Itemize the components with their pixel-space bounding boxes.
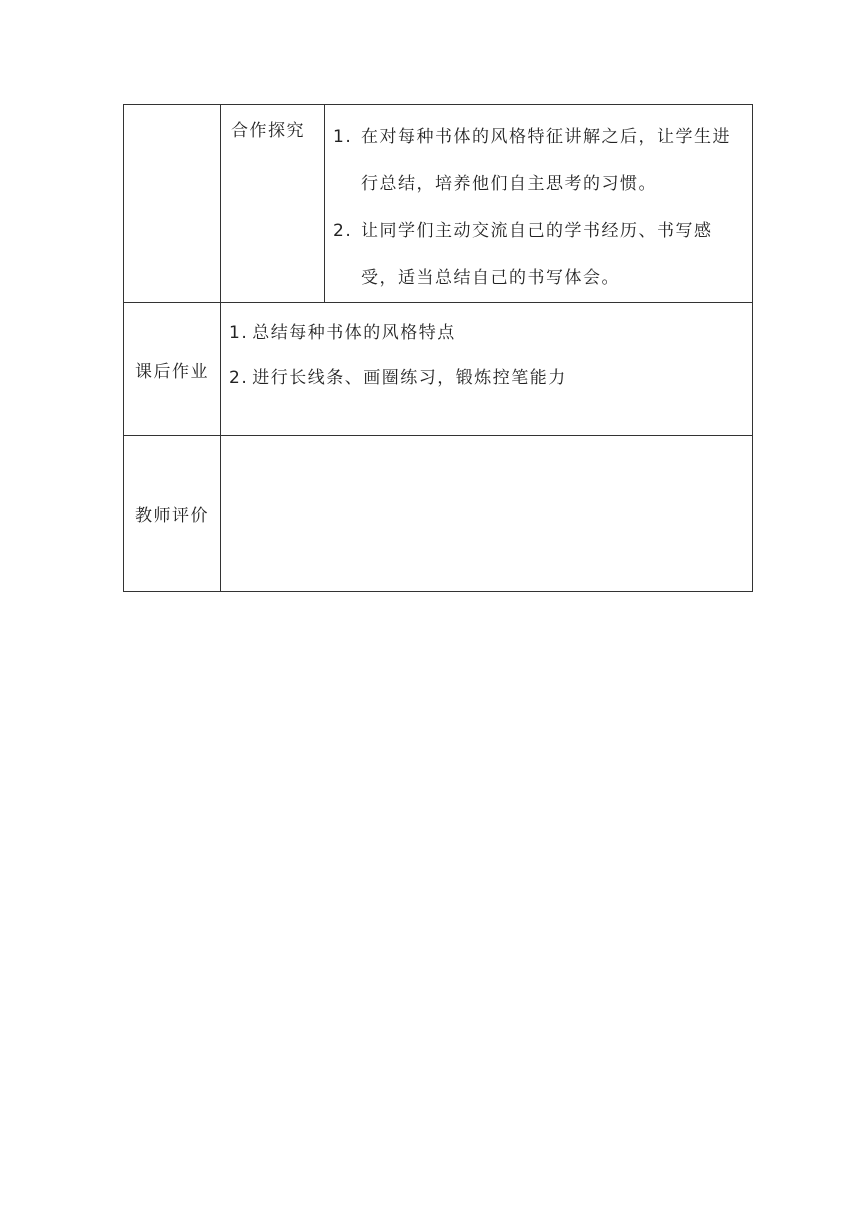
homework-list [221, 303, 752, 401]
teacher-review-content [221, 436, 753, 592]
cooperation-content-cell [325, 105, 753, 303]
cooperation-label: 合作探究 [231, 121, 305, 141]
cooperation-list [325, 105, 752, 302]
item-number: 2. [229, 368, 249, 388]
cooperation-label-cell [221, 105, 325, 303]
lesson-plan-table [123, 104, 753, 592]
empty-left-cell [124, 105, 221, 303]
item-number: 1. [229, 323, 249, 343]
item-number: 1. [333, 127, 353, 147]
homework-row [124, 303, 753, 436]
item-text: 总结每种书体的风格特点 [252, 323, 456, 343]
teacher-review-label: 教师评价 [124, 436, 221, 592]
list-item [229, 356, 744, 401]
homework-content-cell [221, 303, 753, 436]
list-item [229, 311, 744, 356]
item-number: 2. [333, 221, 353, 241]
list-item [333, 114, 744, 208]
teacher-review-row [124, 436, 753, 592]
cooperation-row [124, 105, 753, 303]
homework-label: 课后作业 [124, 303, 221, 436]
item-text: 进行长线条、画圈练习，锻炼控笔能力 [252, 368, 567, 388]
item-text: 在对每种书体的风格特征讲解之后，让学生进行总结，培养他们自主思考的习惯。 [361, 127, 731, 194]
list-item [333, 208, 744, 302]
item-text: 让同学们主动交流自己的学书经历、书写感受，适当总结自己的书写体会。 [361, 221, 713, 288]
